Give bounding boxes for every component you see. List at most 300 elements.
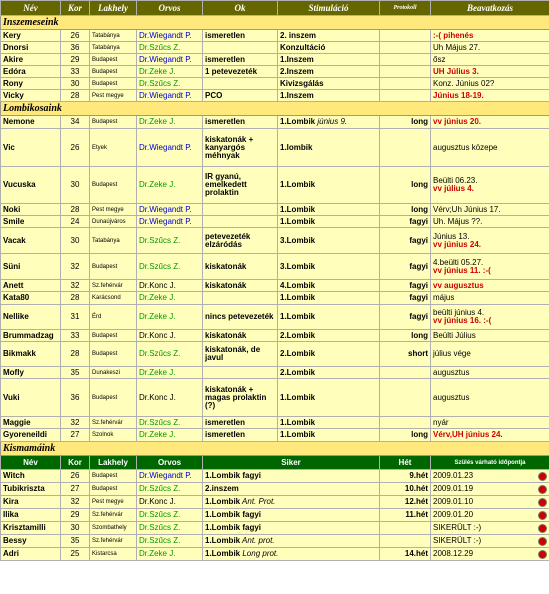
section-title: Kismamáink xyxy=(1,442,549,456)
cell-prot: fagyi xyxy=(380,254,431,280)
col-header-stimulacio[interactable]: Stimuláció xyxy=(278,1,380,16)
cell-lakhely: Sz.fehérvár xyxy=(90,535,137,548)
inszem-row[interactable] xyxy=(1,90,549,102)
cell-lakhely: Tatabánya xyxy=(90,228,137,254)
cell-ok: ismeretlen xyxy=(203,429,278,442)
cell-stim: 2. inszem xyxy=(278,30,380,42)
cell-kor: 30 xyxy=(61,228,90,254)
cell-lakhely: Budapest xyxy=(90,330,137,342)
beav-line: Beülti Július xyxy=(433,330,476,340)
cell-nev[interactable]: Smile xyxy=(1,216,61,228)
cell-prot xyxy=(380,66,431,78)
cell-nev[interactable]: Süni xyxy=(1,254,61,280)
cell-beav xyxy=(431,204,549,216)
cell-prot: fagyi xyxy=(380,228,431,254)
stim-label: 1.Lombik xyxy=(280,312,316,321)
cell-beav: Konz. Június 02? xyxy=(431,78,549,90)
lombik-row[interactable] xyxy=(1,367,549,379)
lombik-row[interactable] xyxy=(1,216,549,228)
cell-nev[interactable]: Vacak xyxy=(1,228,61,254)
cell-nev[interactable]: Bikmakk xyxy=(1,342,61,367)
kismama-header-row xyxy=(1,456,549,470)
cell-nev[interactable]: Vucuska xyxy=(1,167,61,204)
cell-het xyxy=(380,522,431,535)
cell-nev[interactable]: Edóra xyxy=(1,66,61,78)
col-header-orvos[interactable]: Orvos xyxy=(137,456,203,470)
cell-prot xyxy=(380,367,431,379)
cell-ok: kiskatonák xyxy=(203,254,278,280)
cell-nev[interactable]: Maggie xyxy=(1,417,61,429)
cell-ok: ismeretlen xyxy=(203,30,278,42)
cell-nev[interactable]: Brummadzag xyxy=(1,330,61,342)
lombik-row[interactable] xyxy=(1,417,549,429)
cell-kor: 27 xyxy=(61,429,90,442)
cell-kor: 26 xyxy=(61,30,90,42)
cell-ok xyxy=(203,204,278,216)
cell-beav: Uh Május 27. xyxy=(431,42,549,54)
kismama-row[interactable] xyxy=(1,548,549,561)
cell-lakhely: Tatabánya xyxy=(90,42,137,54)
cell-prot: long xyxy=(380,330,431,342)
cell-orvos: Dr.Szűcs Z. xyxy=(137,509,203,522)
cell-nev[interactable]: Bessy xyxy=(1,535,61,548)
cell-stim xyxy=(278,167,380,204)
cell-beav xyxy=(431,292,549,305)
cell-kor: 31 xyxy=(61,305,90,330)
col-header-lakhely[interactable]: Lakhely xyxy=(90,456,137,470)
lombik-row[interactable] xyxy=(1,292,549,305)
cell-ok xyxy=(203,78,278,90)
kismama-row[interactable] xyxy=(1,483,549,496)
cell-orvos: Dr.Zeke J. xyxy=(137,305,203,330)
stim-label: 4.Lombik xyxy=(280,280,316,290)
beav-line: Vérv,UH június 24. xyxy=(433,430,503,439)
beav-line: augusztus xyxy=(433,392,470,402)
heart-icon xyxy=(538,524,547,533)
lombik-row[interactable] xyxy=(1,116,549,129)
col-header-beavatkozas[interactable]: Beavatkozás xyxy=(431,1,549,16)
section-title: Lombikosaink xyxy=(1,102,549,116)
cell-szules xyxy=(431,548,549,561)
cell-siker xyxy=(203,483,380,496)
cell-orvos: Dr.Konc J. xyxy=(137,330,203,342)
kismama-row[interactable] xyxy=(1,522,549,535)
cell-kor: 28 xyxy=(61,90,90,102)
cell-orvos: Dr.Wiegandt P. xyxy=(137,90,203,102)
cell-ok xyxy=(203,367,278,379)
lombik-row[interactable] xyxy=(1,379,549,417)
cell-beav: UH Július 3. xyxy=(431,66,549,78)
cell-orvos: Dr.Wiegandt P. xyxy=(137,204,203,216)
lombik-row[interactable] xyxy=(1,330,549,342)
cell-prot xyxy=(380,54,431,66)
beav-line: Beülti 06.23. xyxy=(433,176,478,185)
cell-lakhely: Sz.fehérvár xyxy=(90,417,137,429)
stim-label: 1.Lombik xyxy=(280,180,316,189)
cell-het: 11.hét xyxy=(380,509,431,522)
cell-nev[interactable]: Dnorsi xyxy=(1,42,61,54)
cell-kor: 35 xyxy=(61,535,90,548)
lombik-row[interactable] xyxy=(1,429,549,442)
cell-kor: 30 xyxy=(61,167,90,204)
cell-het: 12.hét xyxy=(380,496,431,509)
cell-kor: 36 xyxy=(61,42,90,54)
cell-beav xyxy=(431,342,549,367)
szules-date: SIKERÜLT :-) xyxy=(433,536,482,545)
cell-kor: 33 xyxy=(61,66,90,78)
lombik-row[interactable] xyxy=(1,280,549,292)
cell-stim xyxy=(278,429,380,442)
cell-kor: 33 xyxy=(61,330,90,342)
cell-nev[interactable]: Kira xyxy=(1,496,61,509)
inszem-row[interactable] xyxy=(1,78,549,90)
cell-kor: 29 xyxy=(61,509,90,522)
stim-label: 3.Lombik xyxy=(280,235,316,245)
cell-beav xyxy=(431,367,549,379)
cell-lakhely: Tatabánya xyxy=(90,30,137,42)
cell-beav xyxy=(431,216,549,228)
cell-orvos: Dr.Zeke J. xyxy=(137,548,203,561)
cell-siker xyxy=(203,496,380,509)
beav-line: nyár xyxy=(433,417,449,427)
kismama-row[interactable] xyxy=(1,496,549,509)
inszem-row[interactable] xyxy=(1,30,549,42)
cell-beav: ősz xyxy=(431,54,549,66)
heart-icon xyxy=(538,550,547,559)
cell-prot: long xyxy=(380,204,431,216)
cell-orvos: Dr.Konc J. xyxy=(137,379,203,417)
cell-lakhely: Budapest xyxy=(90,78,137,90)
cell-ok: kiskatonák + kanyargós méhnyak xyxy=(203,129,278,167)
cell-beav xyxy=(431,417,549,429)
beav-line-2: vv június 11. :-( xyxy=(433,265,491,275)
beav-line: beülti június 4. xyxy=(433,308,485,317)
cell-prot: short xyxy=(380,342,431,367)
beav-line: július vége xyxy=(433,349,471,358)
cell-kor: 30 xyxy=(61,78,90,90)
cell-orvos: Dr.Wiegandt P. xyxy=(137,54,203,66)
cell-szules xyxy=(431,470,549,483)
cell-ok: ismeretlen xyxy=(203,417,278,429)
cell-lakhely: Sz.fehérvár xyxy=(90,280,137,292)
cell-szules xyxy=(431,535,549,548)
kismama-row[interactable] xyxy=(1,509,549,522)
cell-nev[interactable]: Adri xyxy=(1,548,61,561)
lombik-row[interactable] xyxy=(1,167,549,204)
cell-kor: 27 xyxy=(61,483,90,496)
cell-orvos: Dr.Zeke J. xyxy=(137,167,203,204)
cell-stim xyxy=(278,342,380,367)
col-header-orvos[interactable]: Orvos xyxy=(137,1,203,16)
cell-beav xyxy=(431,305,549,330)
cell-orvos: Dr.Wiegandt P. xyxy=(137,30,203,42)
cell-prot xyxy=(380,30,431,42)
cell-kor: 32 xyxy=(61,254,90,280)
cell-stim xyxy=(278,228,380,254)
siker-note: Long prot. xyxy=(240,549,279,558)
cell-het: 9.hét xyxy=(380,470,431,483)
cell-szules xyxy=(431,509,549,522)
heart-icon xyxy=(538,511,547,520)
lombik-row[interactable] xyxy=(1,305,549,330)
siker-label: 1.Lombik fagyi xyxy=(205,510,262,519)
cell-stim: 1.Inszem xyxy=(278,54,380,66)
cell-ok: ismeretlen xyxy=(203,54,278,66)
cell-stim: Kivizsgálás xyxy=(278,78,380,90)
cell-beav xyxy=(431,129,549,167)
lombik-row[interactable] xyxy=(1,228,549,254)
cell-nev[interactable]: Tubikriszta xyxy=(1,483,61,496)
beav-line: Vérv;Uh Június 17. xyxy=(433,204,501,214)
heart-icon xyxy=(538,498,547,507)
cell-orvos: Dr.Zeke J. xyxy=(137,116,203,129)
cell-beav: Június 18-19. xyxy=(431,90,549,102)
cell-orvos: Dr.Konc J. xyxy=(137,496,203,509)
cell-stim xyxy=(278,254,380,280)
col-header-siker[interactable]: Siker xyxy=(203,456,380,470)
cell-nev[interactable]: Anett xyxy=(1,280,61,292)
beav-line: augusztus közepe xyxy=(433,142,498,152)
cell-kor: 24 xyxy=(61,216,90,228)
cell-het: 14.hét xyxy=(380,548,431,561)
siker-label: 1.Lombik xyxy=(205,536,241,545)
cell-lakhely: Dunakeszi xyxy=(90,367,137,379)
heart-icon xyxy=(538,485,547,494)
cell-beav xyxy=(431,330,549,342)
cell-nev[interactable]: Kata80 xyxy=(1,292,61,305)
stim-label: 3.Lombik xyxy=(280,261,316,271)
cell-orvos: Dr.Zeke J. xyxy=(137,429,203,442)
cell-lakhely: Budapest xyxy=(90,254,137,280)
cell-lakhely: Budapest xyxy=(90,167,137,204)
cell-siker xyxy=(203,509,380,522)
beav-line: Uh. Május ??. xyxy=(433,216,483,226)
cell-beav xyxy=(431,429,549,442)
cell-nev[interactable]: Nemone xyxy=(1,116,61,129)
cell-stim: 2.Inszem xyxy=(278,66,380,78)
cell-orvos: Dr.Wiegandt P. xyxy=(137,216,203,228)
siker-label: 1.Lombik xyxy=(205,549,241,558)
cell-nev[interactable]: Mofly xyxy=(1,367,61,379)
cell-szules xyxy=(431,496,549,509)
cell-prot xyxy=(380,417,431,429)
inszem-row[interactable] xyxy=(1,66,549,78)
stim-note: június 9. xyxy=(315,117,348,126)
cell-lakhely: Budapest xyxy=(90,342,137,367)
cell-orvos: Dr.Szűcs Z. xyxy=(137,522,203,535)
col-header-protokoll[interactable]: Protokoll xyxy=(380,1,431,16)
cell-prot: long xyxy=(380,429,431,442)
cell-beav: :-( pihenés xyxy=(431,30,549,42)
lombik-row[interactable] xyxy=(1,342,549,367)
cell-nev[interactable]: Kery xyxy=(1,30,61,42)
lombik-row[interactable] xyxy=(1,204,549,216)
cell-stim xyxy=(278,417,380,429)
szules-date: 2008.12.29 xyxy=(433,549,474,558)
cell-stim xyxy=(278,116,380,129)
heart-icon xyxy=(538,472,547,481)
cell-ok: kiskatonák, de javul xyxy=(203,342,278,367)
cell-stim xyxy=(278,305,380,330)
cell-lakhely: Érd xyxy=(90,305,137,330)
cell-lakhely: Szolnok xyxy=(90,429,137,442)
cell-lakhely: Pest megye xyxy=(90,496,137,509)
siker-label: 1.Lombik xyxy=(205,497,241,506)
cell-kor: 36 xyxy=(61,379,90,417)
beav-line: május xyxy=(433,293,455,302)
cell-ok xyxy=(203,292,278,305)
cell-stim: Konzultáció xyxy=(278,42,380,54)
cell-ok: ismeretlen xyxy=(203,116,278,129)
inszem-row[interactable] xyxy=(1,42,549,54)
cell-stim xyxy=(278,367,380,379)
cell-ok: IR gyanú, emelkedett prolaktin xyxy=(203,167,278,204)
cell-orvos: Dr.Wiegandt P. xyxy=(137,470,203,483)
siker-note: Ant. Prot. xyxy=(240,497,276,506)
cell-siker xyxy=(203,535,380,548)
stim-label: 2.Lombik xyxy=(280,330,316,340)
col-header-nev[interactable]: Név xyxy=(1,456,61,470)
cell-lakhely: Budapest xyxy=(90,116,137,129)
cell-beav xyxy=(431,254,549,280)
cell-kor: 25 xyxy=(61,548,90,561)
stim-label: 1.Lombik xyxy=(280,293,316,302)
beav-line: 4.beülti 05.27. xyxy=(433,257,484,267)
stim-label: 1.Lombik xyxy=(280,117,316,126)
cell-orvos: Dr.Szűcs Z. xyxy=(137,42,203,54)
col-header-het[interactable]: Hét xyxy=(380,456,431,470)
siker-label: 2.inszem xyxy=(205,484,239,493)
szules-date: 2009.01.19 xyxy=(433,484,474,493)
cell-kor: 35 xyxy=(61,367,90,379)
beav-line-2: vv június 16. :-( xyxy=(433,316,492,325)
cell-ok: petevezeték elzáródás xyxy=(203,228,278,254)
cell-lakhely: Budapest xyxy=(90,379,137,417)
kismama-row[interactable] xyxy=(1,470,549,483)
cell-stim xyxy=(278,216,380,228)
cell-lakhely: Sz.fehérvár xyxy=(90,509,137,522)
cell-orvos: Dr.Zeke J. xyxy=(137,367,203,379)
stim-label: 2.Lombik xyxy=(280,367,316,377)
cell-beav xyxy=(431,167,549,204)
cell-orvos: Dr.Zeke J. xyxy=(137,292,203,305)
cell-nev[interactable]: Vicky xyxy=(1,90,61,102)
inszem-row[interactable] xyxy=(1,54,549,66)
cell-ok: PCO xyxy=(203,90,278,102)
section-lombikosaink xyxy=(1,102,549,116)
szules-date: 2009.01.23 xyxy=(433,471,474,480)
cell-prot: fagyi xyxy=(380,305,431,330)
cell-kor: 28 xyxy=(61,342,90,367)
cell-orvos: Dr.Szűcs Z. xyxy=(137,78,203,90)
col-header-kor[interactable]: Kor xyxy=(61,456,90,470)
stim-label: 1.Lombik xyxy=(280,204,316,214)
cell-beav xyxy=(431,379,549,417)
cell-beav xyxy=(431,116,549,129)
beav-line-2: vv július 4. xyxy=(433,184,474,193)
kismama-row[interactable] xyxy=(1,535,549,548)
lombik-row[interactable] xyxy=(1,254,549,280)
beav-line: augusztus xyxy=(433,367,470,377)
cell-lakhely: Budapest xyxy=(90,54,137,66)
cell-nev[interactable]: Gyoreneildi xyxy=(1,429,61,442)
cell-kor: 32 xyxy=(61,417,90,429)
siker-note: Ant. prot. xyxy=(240,536,275,545)
cell-prot xyxy=(380,90,431,102)
col-header-kor[interactable]: Kor xyxy=(61,1,90,16)
header-row xyxy=(1,1,549,16)
cell-nev[interactable]: Nellike xyxy=(1,305,61,330)
cell-het xyxy=(380,535,431,548)
cell-orvos: Dr.Wiegandt P. xyxy=(137,129,203,167)
szules-date: 2009.01.10 xyxy=(433,497,474,506)
cell-lakhely: Karácsond xyxy=(90,292,137,305)
cell-het: 10.hét xyxy=(380,483,431,496)
cell-kor: 26 xyxy=(61,129,90,167)
cell-orvos: Dr.Szűcs Z. xyxy=(137,228,203,254)
col-header-nev[interactable]: Név xyxy=(1,1,61,16)
cell-nev[interactable]: Noki xyxy=(1,204,61,216)
cell-prot: long xyxy=(380,116,431,129)
stim-label: 1.lombik xyxy=(280,142,313,152)
cell-nev[interactable]: Witch xyxy=(1,470,61,483)
stim-label: 1.Lombik xyxy=(280,392,316,402)
cell-szules xyxy=(431,483,549,496)
szules-date: SIKERÜLT :-) xyxy=(433,523,482,532)
cell-lakhely: Budapest xyxy=(90,66,137,78)
cell-kor: 29 xyxy=(61,54,90,66)
cell-prot xyxy=(380,129,431,167)
section-title: Inszemeseink xyxy=(1,16,549,30)
cell-ok: 1 petevezeték xyxy=(203,66,278,78)
cell-nev[interactable]: Vuki xyxy=(1,379,61,417)
cell-orvos: Dr.Konc J. xyxy=(137,280,203,292)
cell-orvos: Dr.Szűcs Z. xyxy=(137,342,203,367)
cell-orvos: Dr.Szűcs Z. xyxy=(137,417,203,429)
cell-szules xyxy=(431,522,549,535)
cell-prot: fagyi xyxy=(380,216,431,228)
cell-ok xyxy=(203,42,278,54)
cell-nev[interactable]: Vic xyxy=(1,129,61,167)
beav-line-2: vv június 24. xyxy=(433,239,482,249)
lombik-row[interactable] xyxy=(1,129,549,167)
cell-nev[interactable]: Rony xyxy=(1,78,61,90)
section-inszemeseink xyxy=(1,16,549,30)
cell-kor: 32 xyxy=(61,280,90,292)
cell-lakhely: Pest megye xyxy=(90,90,137,102)
cell-stim xyxy=(278,379,380,417)
stim-label: 1.Lombik xyxy=(280,216,316,226)
cell-kor: 32 xyxy=(61,496,90,509)
cell-stim xyxy=(278,330,380,342)
cell-prot xyxy=(380,78,431,90)
section-kismamaink xyxy=(1,442,549,456)
cell-siker xyxy=(203,470,380,483)
cell-nev[interactable]: Krisztamilli xyxy=(1,522,61,535)
col-header-ok[interactable]: Ok xyxy=(203,1,278,16)
cell-stim xyxy=(278,280,380,292)
cell-nev[interactable]: Akire xyxy=(1,54,61,66)
col-header-szules[interactable]: Szülés várható időpontja xyxy=(431,456,549,470)
cell-ok: nincs petevezeték xyxy=(203,305,278,330)
stim-label: 1.Lombik xyxy=(280,417,316,427)
cell-kor: 28 xyxy=(61,204,90,216)
col-header-lakhely[interactable]: Lakhely xyxy=(90,1,137,16)
cell-nev[interactable]: Ilika xyxy=(1,509,61,522)
beav-line: vv június 20. xyxy=(433,117,482,126)
beav-line: vv augusztus xyxy=(433,280,484,290)
stim-label: 2.Lombik xyxy=(280,349,316,358)
